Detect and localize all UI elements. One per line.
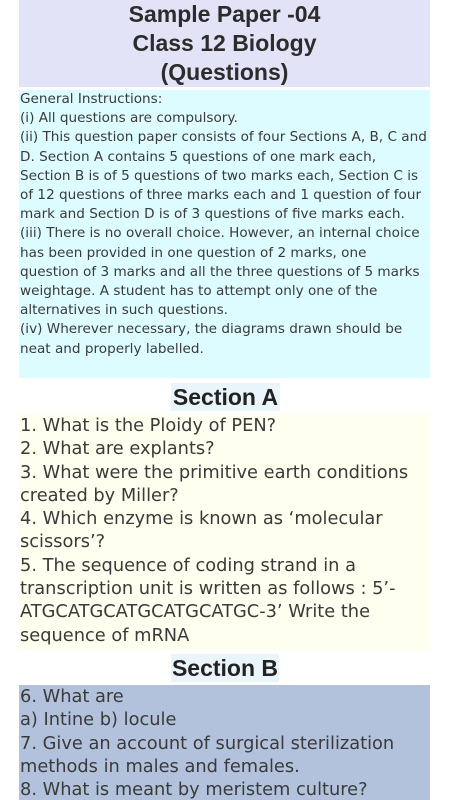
- section-a-heading: Section A: [172, 384, 279, 410]
- section-b-heading: Section B: [171, 655, 279, 681]
- question-item: 3. What were the primitive earth conditions created by Miller?: [20, 461, 409, 506]
- section-b-questions: [19, 685, 430, 800]
- instruction-item: (iii) There is no overall choice. However, an internal choice has been provided in one question of 2 marks, one question of 3 marks and all the three questions of 5 marks weightage. A student has to attempt only one of the alternatives in such questions.: [20, 225, 420, 319]
- instructions-title: General Instructions:: [20, 91, 163, 107]
- instruction-item: (i) All questions are compulsory.: [20, 110, 238, 127]
- question-item: a) Intine b) locule: [20, 709, 177, 731]
- paper-header: [19, 0, 430, 87]
- question-item: 2. What are explants?: [20, 438, 215, 460]
- question-item: 8. What is meant by meristem culture?: [20, 779, 368, 800]
- instruction-item: (iv) Wherever necessary, the diagrams drawn should be neat and properly labelled.: [20, 321, 403, 357]
- section-a-questions: [19, 414, 430, 650]
- question-item: 1. What is the Ploidy of PEN?: [20, 415, 277, 436]
- paper-subtitle: (Questions): [160, 59, 289, 85]
- general-instructions: [19, 90, 430, 378]
- question-item: 4. Which enzyme is known as ‘molecular scissors’?: [20, 508, 383, 553]
- paper-title: Sample Paper -04: [128, 1, 321, 27]
- instruction-item: (ii) This question paper consists of four Sections A, B, C and D. Section A contains 5 questions of one mark each, Section B is of 5 questions of two marks each, Section C is of 12 questions of three marks each and 1 question of four mark and Section D is of 3 questions of five marks each.: [20, 129, 427, 223]
- paper-subject: Class 12 Biology: [132, 30, 317, 56]
- question-item: 5. The sequence of coding strand in a transcription unit is written as follows : 5’-ATGCATGCATGCATGCATGC-3’ Write the sequence of mRNA: [20, 554, 396, 646]
- question-item: 6. What are: [20, 686, 124, 707]
- question-item: 7. Give an account of surgical sterilization methods in males and females.: [20, 732, 395, 777]
